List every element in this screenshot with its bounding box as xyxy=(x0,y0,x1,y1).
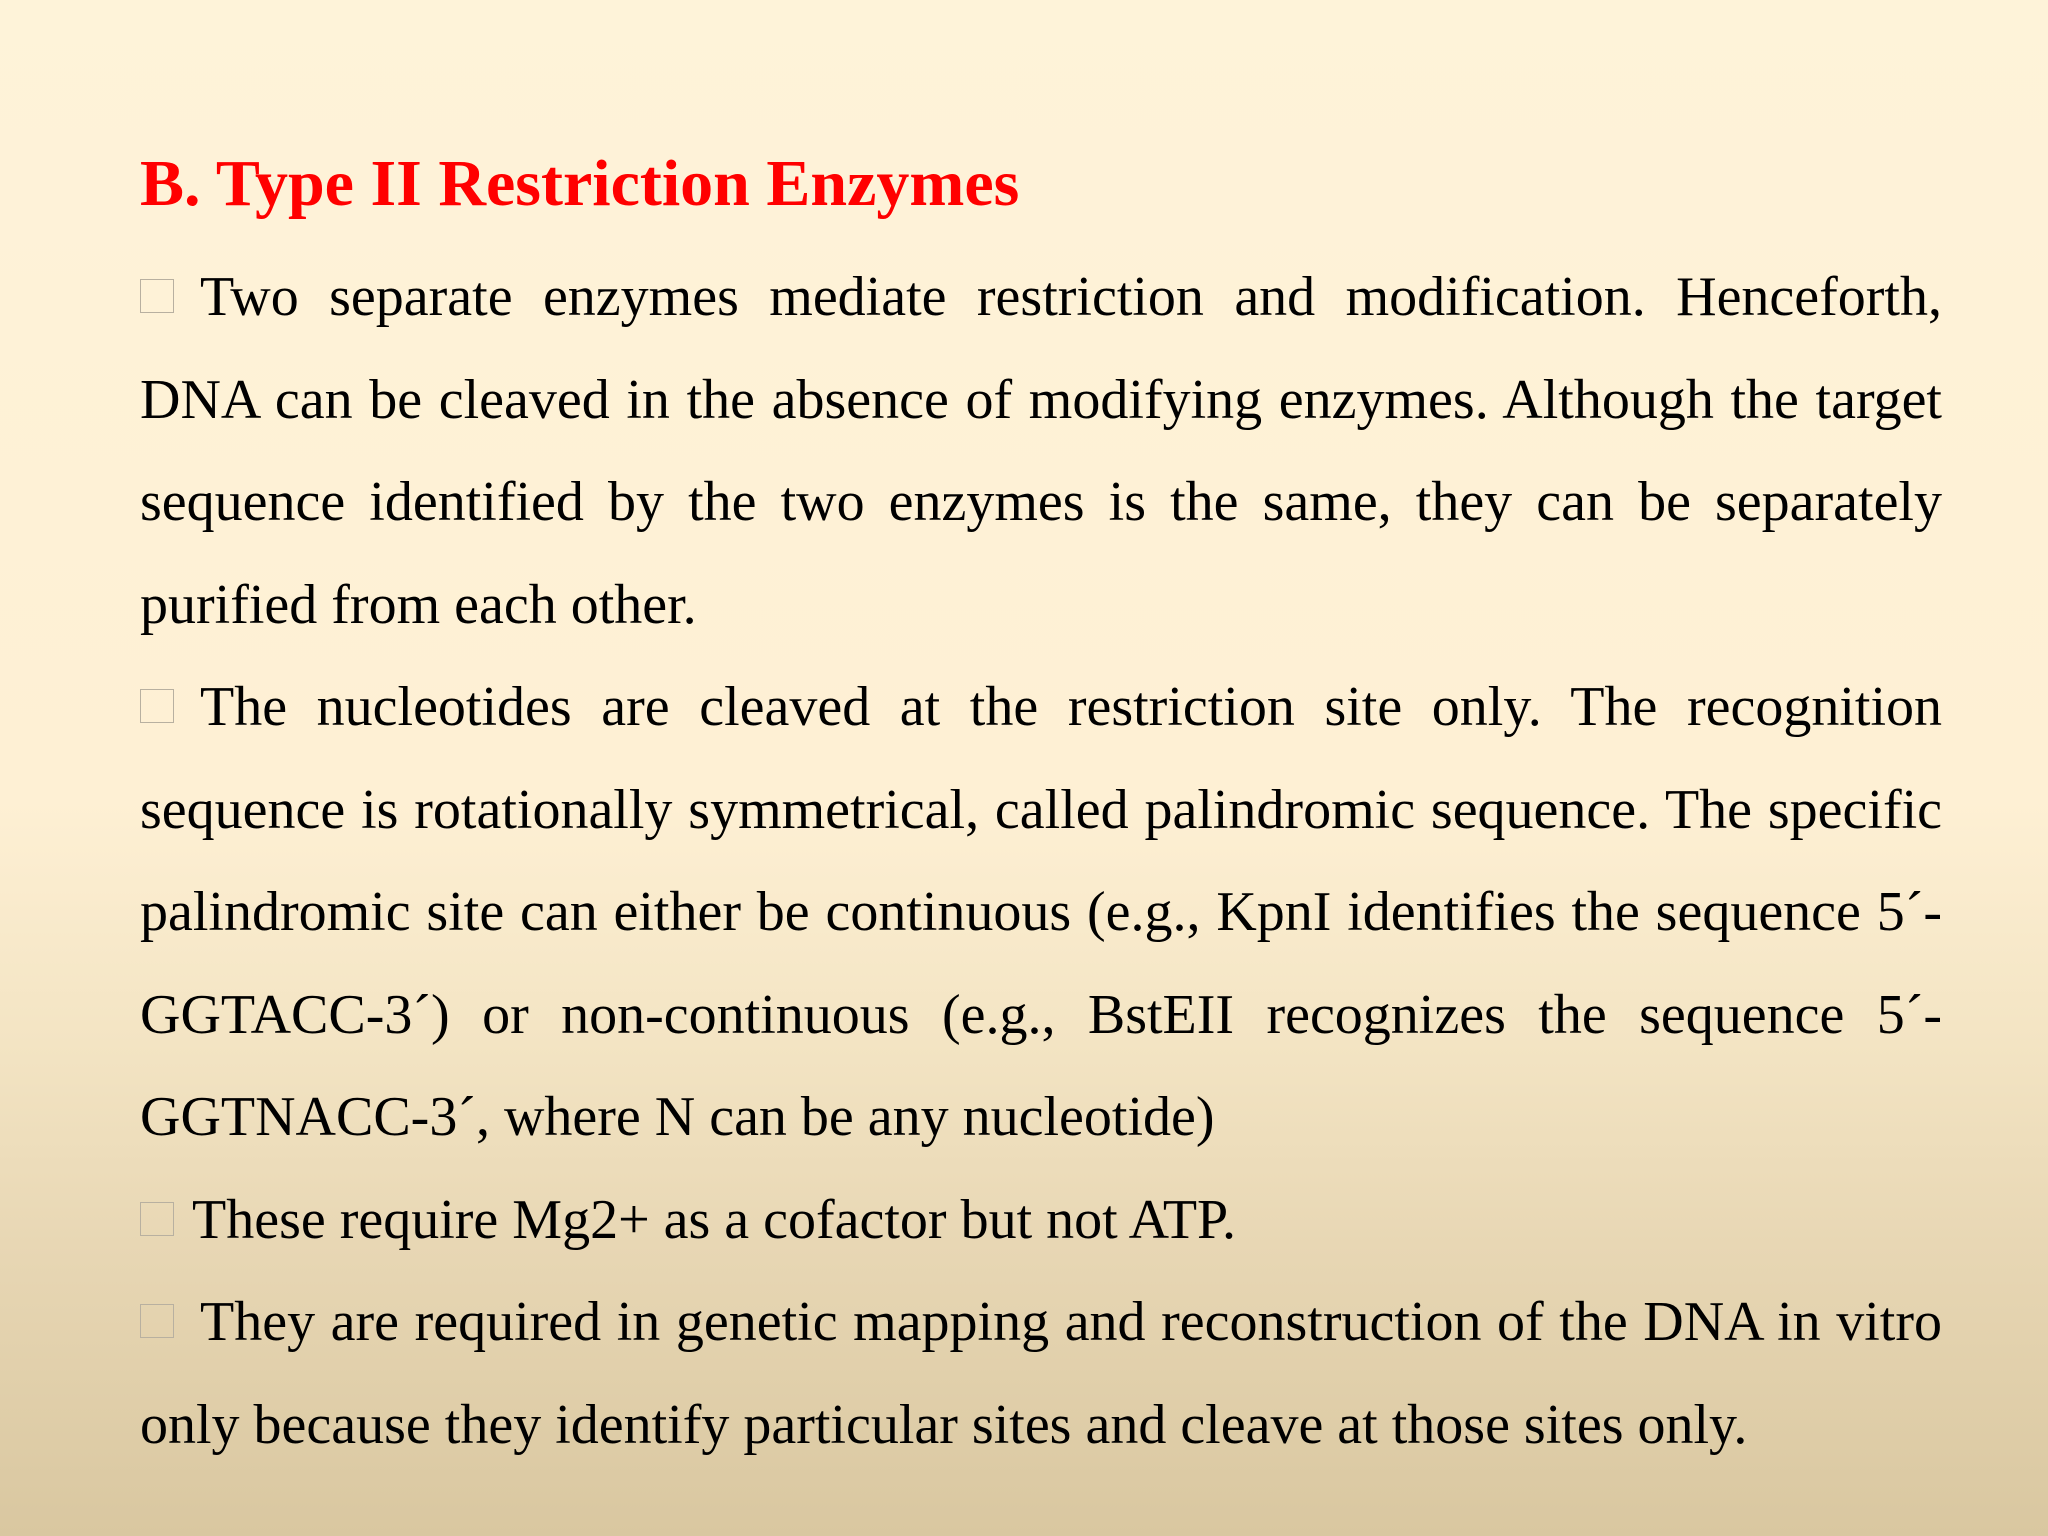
bullet-text-4: They are required in genetic mapping and reconstruction of the DNA in vitro only because they identify particular sites and cleave at those sites only. xyxy=(140,1291,1942,1456)
bullet-paragraph-1 xyxy=(140,246,1942,656)
square-bullet-icon xyxy=(140,1304,174,1338)
square-bullet-icon xyxy=(140,1202,174,1236)
square-bullet-icon xyxy=(140,689,174,723)
square-bullet-icon xyxy=(140,279,174,313)
bullet-paragraph-4 xyxy=(140,1271,1942,1476)
bullet-text-2: The nucleotides are cleaved at the restriction site only. The recognition sequence is rotationally symmetrical, called palindromic sequence. The specific palindromic site can either be continuous (e.g., KpnI identifies the sequence 5´-GGTACC-3´) or non-continuous (e.g., BstEII recognizes the sequence 5´-GGTNACC-3´, where N can be any nucleotide) xyxy=(140,676,1942,1148)
bullet-text-3: These require Mg2+ as a cofactor but not ATP. xyxy=(192,1188,1236,1251)
bullet-text-1: Two separate enzymes mediate restriction and modification. Henceforth, DNA can be cleaved in the absence of modifying enzymes. Although the target sequence identified by the two enzymes is the same, they can be separately purified from each other. xyxy=(140,266,1942,636)
slide-content xyxy=(140,140,1942,1476)
bullet-paragraph-2 xyxy=(140,656,1942,1169)
slide-body xyxy=(140,246,1942,1476)
bullet-paragraph-3 xyxy=(140,1169,1942,1272)
slide-title: B. Type II Restriction Enzymes xyxy=(140,147,1020,220)
